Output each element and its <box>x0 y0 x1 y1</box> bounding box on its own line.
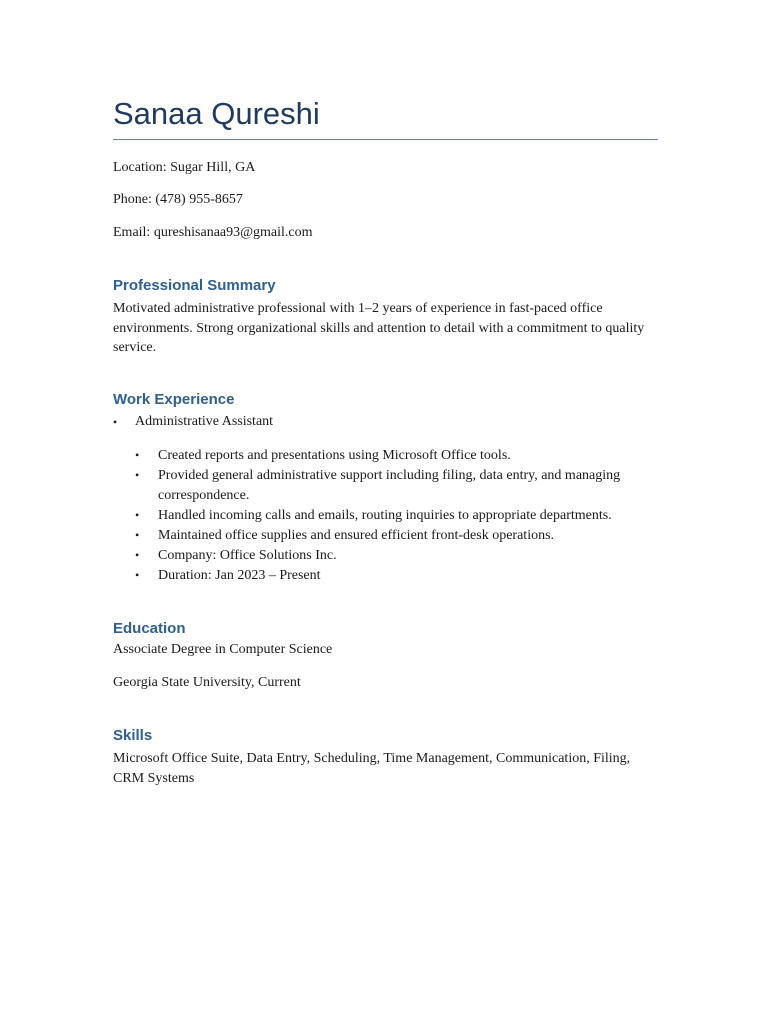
email-line: Email: qureshisanaa93@gmail.com <box>113 225 313 240</box>
bullet-icon: • <box>135 448 140 462</box>
bullet-icon: • <box>135 468 140 482</box>
skills-text: Microsoft Office Suite, Data Entry, Scheduling, Time Management, Communication, Filing, CRM Systems <box>113 751 631 786</box>
list-item <box>135 506 658 526</box>
bullet-icon: • <box>135 547 140 562</box>
duty-text: Handled incoming calls and emails, routing inquiries to appropriate departments. <box>158 507 612 523</box>
job-item <box>113 413 658 431</box>
skills-heading: Skills <box>113 727 153 744</box>
job-duties-list <box>135 446 658 586</box>
bullet-icon: • <box>135 527 140 542</box>
professional-summary-heading: Professional Summary <box>113 277 276 294</box>
location-line: Location: Sugar Hill, GA <box>113 160 256 175</box>
work-experience-heading: Work Experience <box>113 391 235 408</box>
bullet-icon: • <box>135 507 140 522</box>
duty-text: Provided general administrative support including filing, data entry, and managing correspondence. <box>158 468 621 503</box>
education-school: Georgia State University, Current <box>113 675 301 690</box>
list-item <box>135 466 658 505</box>
list-item <box>135 446 658 466</box>
candidate-name: Sanaa Qureshi <box>113 96 320 131</box>
professional-summary-text: Motivated administrative professional with 1–2 years of experience in fast-paced office environments. Strong organizational skills and attention to detail with a commitment to quality service. <box>113 301 645 355</box>
list-item <box>135 566 658 586</box>
company-text: Company: Office Solutions Inc. <box>158 547 337 563</box>
phone-line: Phone: (478) 955-8657 <box>113 192 243 207</box>
duty-text: Maintained office supplies and ensured efficient front-desk operations. <box>158 527 555 543</box>
bullet-icon: • <box>113 415 118 429</box>
list-item <box>135 526 658 546</box>
education-heading: Education <box>113 620 186 637</box>
list-item <box>135 546 658 566</box>
title-divider <box>113 139 658 140</box>
job-list <box>113 413 658 431</box>
bullet-icon: • <box>135 567 140 582</box>
job-title: Administrative Assistant <box>135 414 274 429</box>
duration-text: Duration: Jan 2023 – Present <box>158 567 321 583</box>
education-degree: Associate Degree in Computer Science <box>113 642 333 657</box>
duty-text: Created reports and presentations using Microsoft Office tools. <box>158 448 511 463</box>
